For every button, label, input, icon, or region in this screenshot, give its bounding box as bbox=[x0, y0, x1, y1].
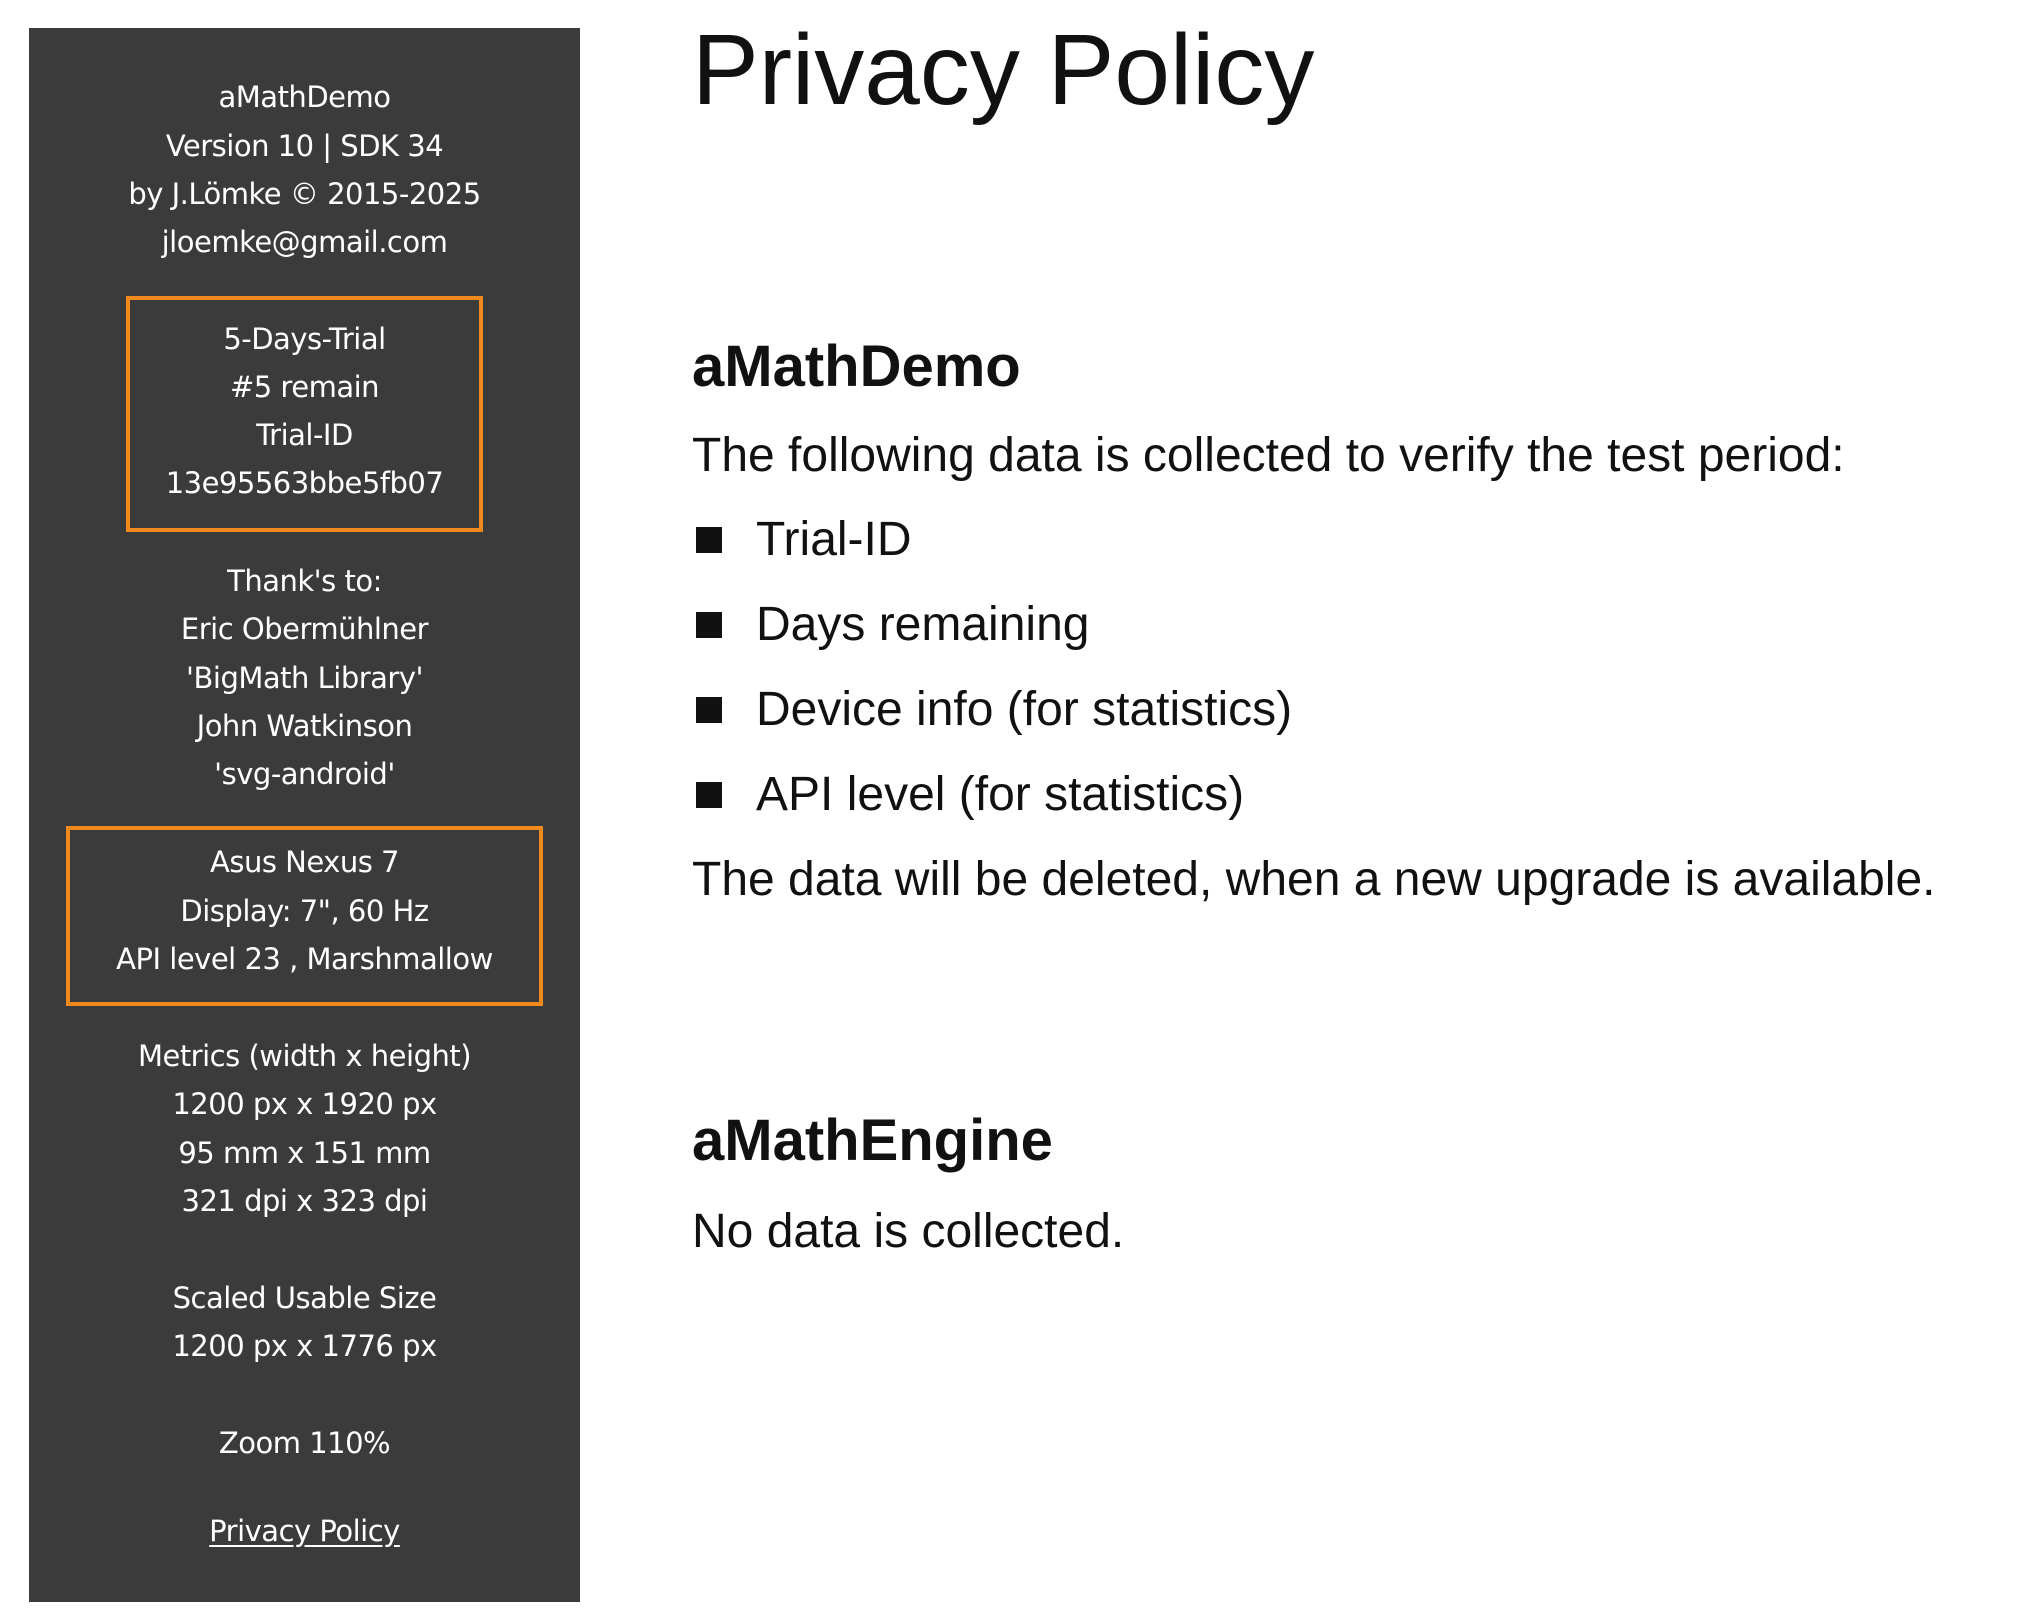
list-item bbox=[692, 682, 1292, 737]
zoom-level: Zoom 110% bbox=[218, 1426, 391, 1460]
app-version: Version 10 | SDK 34 bbox=[165, 129, 444, 163]
bullet-square-icon bbox=[696, 527, 722, 553]
page-title: Privacy Policy bbox=[692, 14, 1315, 126]
thanks-library-1: 'BigMath Library' bbox=[186, 661, 423, 695]
scaled-size-value: 1200 px x 1776 px bbox=[172, 1329, 437, 1363]
app-name: aMathDemo bbox=[218, 80, 391, 114]
thanks-person-2: John Watkinson bbox=[196, 709, 413, 743]
section-heading-amathengine: aMathEngine bbox=[692, 1108, 1053, 1173]
section-heading-amathdemo: aMathDemo bbox=[692, 334, 1021, 399]
metrics-px: 1200 px x 1920 px bbox=[172, 1087, 437, 1121]
section-outro-amathdemo: The data will be deleted, when a new upgrade is available. bbox=[692, 853, 1936, 906]
device-model: Asus Nexus 7 bbox=[210, 845, 399, 879]
trial-title: 5-Days-Trial bbox=[223, 322, 386, 356]
trial-id-label: Trial-ID bbox=[256, 418, 353, 452]
bullet-square-icon bbox=[696, 697, 722, 723]
author-email: jloemke@gmail.com bbox=[161, 225, 448, 259]
bullet-square-icon bbox=[696, 612, 722, 638]
section-intro-amathdemo: The following data is collected to verify the test period: bbox=[692, 429, 1845, 482]
trial-id-value: 13e95563bbe5fb07 bbox=[165, 466, 444, 500]
metrics-title: Metrics (width x height) bbox=[137, 1039, 472, 1073]
list-item-label: Trial-ID bbox=[756, 513, 912, 566]
thanks-person-1: Eric Obermühlner bbox=[180, 612, 429, 646]
list-item-label: API level (for statistics) bbox=[756, 768, 1245, 821]
thanks-title: Thank's to: bbox=[227, 564, 382, 598]
list-item bbox=[692, 597, 1089, 652]
scaled-size-title: Scaled Usable Size bbox=[172, 1281, 437, 1315]
privacy-policy-link-row bbox=[29, 1514, 580, 1548]
app-author: by J.Lömke © 2015-2025 bbox=[128, 177, 481, 211]
bullet-square-icon bbox=[696, 782, 722, 808]
metrics-dpi: 321 dpi x 323 dpi bbox=[181, 1184, 428, 1218]
device-api-level: API level 23 , Marshmallow bbox=[116, 942, 493, 976]
about-sidebar bbox=[29, 28, 580, 1602]
list-item-label: Device info (for statistics) bbox=[756, 683, 1293, 736]
privacy-policy-link[interactable]: Privacy Policy bbox=[209, 1514, 400, 1548]
section-intro-amathengine: No data is collected. bbox=[692, 1205, 1125, 1258]
list-item bbox=[692, 767, 1244, 822]
list-item bbox=[692, 512, 912, 567]
thanks-library-2: 'svg-android' bbox=[214, 757, 395, 791]
metrics-mm: 95 mm x 151 mm bbox=[178, 1136, 431, 1170]
trial-remain: #5 remain bbox=[229, 370, 380, 404]
device-display: Display: 7", 60 Hz bbox=[180, 894, 429, 928]
list-item-label: Days remaining bbox=[756, 598, 1090, 651]
